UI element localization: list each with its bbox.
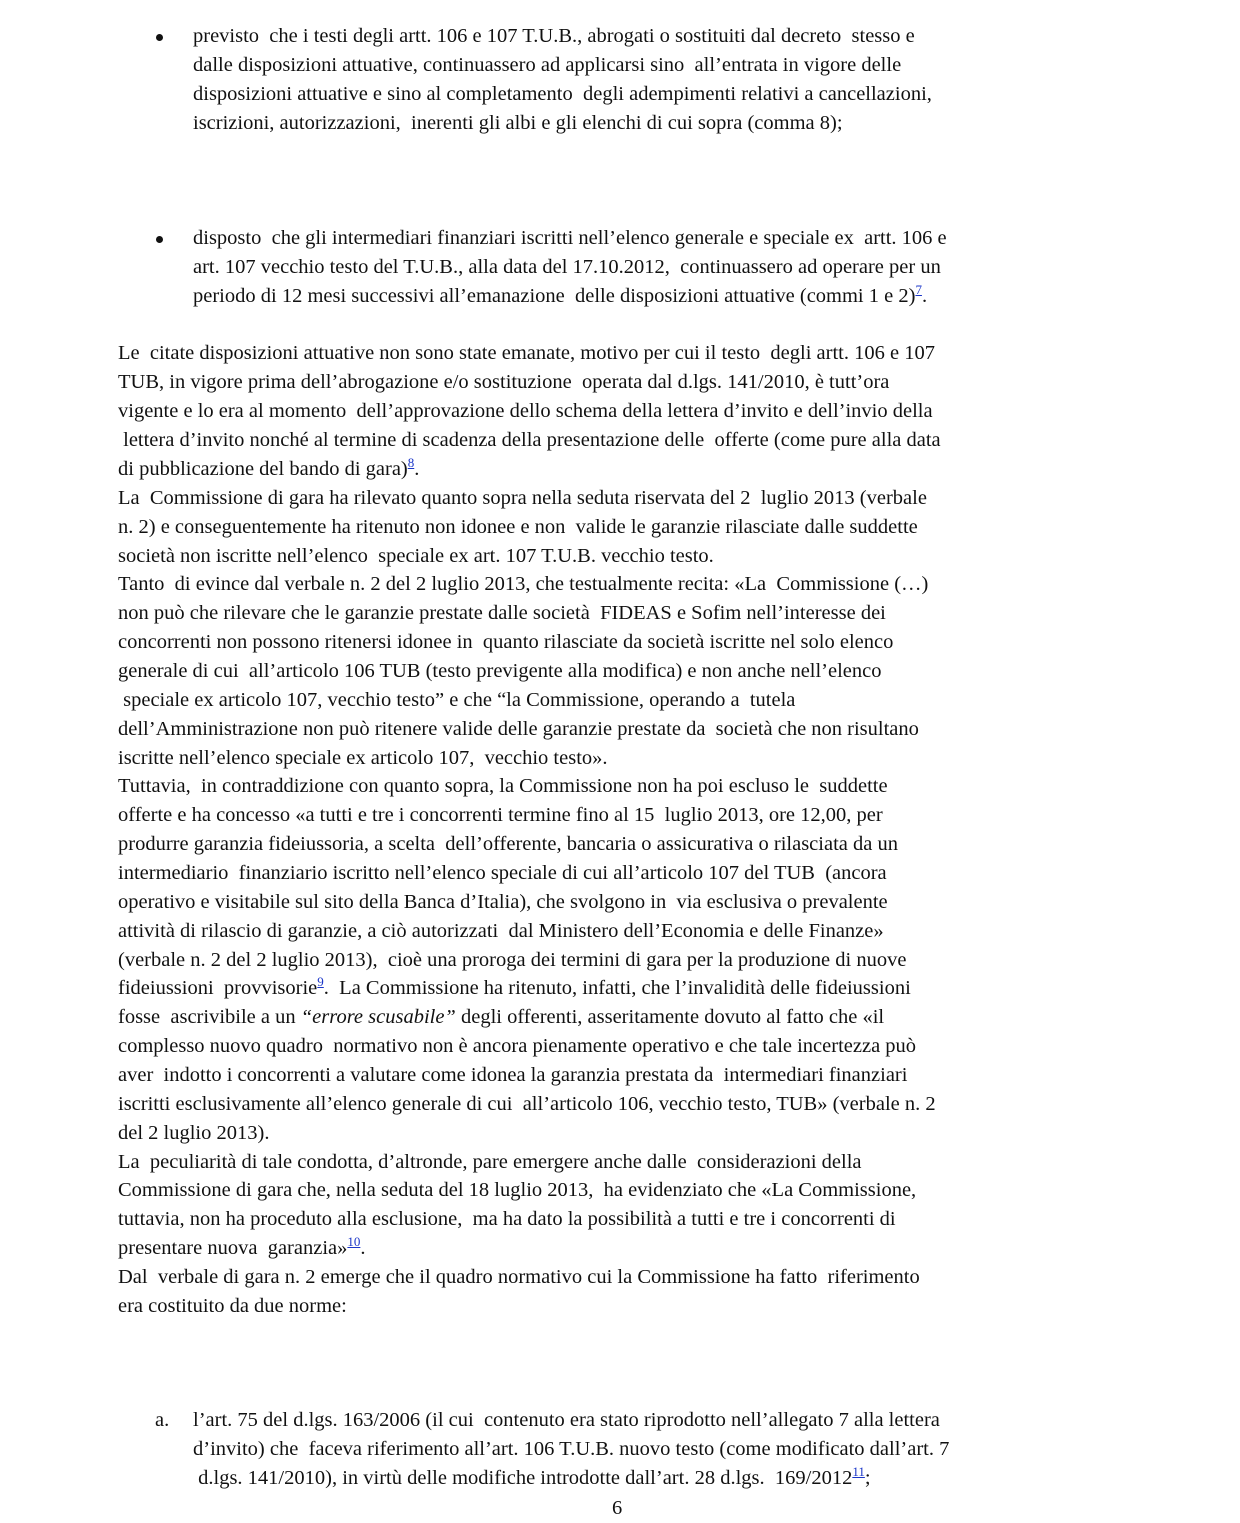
body-line-32-text: presentare nuova garanzia»: [118, 1237, 348, 1259]
body-line-1: Le citate disposizioni attuative non sono state emanate, motivo per cui il testo degli artt. 106 e 107: [118, 342, 935, 364]
body-line-8: società non iscritte nell’elenco speciale ex art. 107 T.U.B. vecchio testo.: [118, 545, 714, 567]
item-a-line-3-end: ;: [864, 1467, 871, 1489]
body-line-22: (verbale n. 2 del 2 luglio 2013), cioè una proroga dei termini di gara per la produzione di nuove: [118, 949, 907, 971]
bullet-2-line-3-end: .: [921, 285, 928, 307]
body-line-20: operativo e visitabile sul sito della Banca d’Italia), che svolgono in via esclusiva o prevalente: [118, 891, 888, 913]
body-line-31: tuttavia, non ha proceduto alla esclusione, ma ha dato la possibilità a tutti e tre i concorrenti di: [118, 1208, 896, 1230]
bullet-marker: [156, 236, 163, 243]
body-line-16: Tuttavia, in contraddizione con quanto sopra, la Commissione non ha poi escluso le suddette: [118, 775, 888, 797]
body-line-13: speciale ex articolo 107, vecchio testo” e che “la Commissione, operando a tutela: [118, 689, 796, 711]
body-line-18: produrre garanzia fideiussoria, a scelta dell’offerente, bancaria o assicurativa o rilasciata da un: [118, 833, 898, 855]
footnote-link-7[interactable]: 7: [915, 282, 922, 297]
body-line-5-text: di pubblicazione del bando di gara): [118, 458, 408, 480]
bullet-2-line-3: [193, 282, 927, 311]
body-line-26: aver indotto i concorrenti a valutare come idonea la garanzia prestata da intermediari finanziari: [118, 1064, 908, 1086]
bullet-1-line-1: previsto che i testi degli artt. 106 e 107 T.U.B., abrogati o sostituiti dal decreto stesso e: [193, 25, 915, 47]
item-a-line-2: d’invito) che faceva riferimento all’art. 106 T.U.B. nuovo testo (come modificato dall’art. 7: [193, 1438, 950, 1460]
body-line-24: [118, 1003, 884, 1032]
bullet-1-line-3: disposizioni attuative e sino al completamento degli adempimenti relativi a cancellazioni,: [193, 83, 932, 105]
body-line-14: dell’Amministrazione non può ritenere valide delle garanzie prestate da società che non risultano: [118, 718, 919, 740]
body-line-11: concorrenti non possono ritenersi idonee in quanto rilasciate da società iscritte nel solo elenco: [118, 631, 894, 653]
body-line-12: generale di cui all’articolo 106 TUB (testo previgente alla modifica) e non anche nell’elenco: [118, 660, 882, 682]
body-line-34: era costituito da due norme:: [118, 1295, 347, 1317]
body-line-23: [118, 974, 911, 1003]
footnote-link-11[interactable]: 11: [852, 1464, 865, 1479]
item-a-line-3-text: d.lgs. 141/2010), in virtù delle modifiche introdotte dall’art. 28 d.lgs. 169/2012: [193, 1467, 853, 1489]
body-line-19: intermediario finanziario iscritto nell’elenco speciale di cui all’articolo 107 del TUB (ancora: [118, 862, 887, 884]
footnote-link-9[interactable]: 9: [317, 974, 324, 989]
body-line-5: [118, 455, 419, 484]
body-line-25: complesso nuovo quadro normativo non è ancora pienamente operativo e che tale incertezza può: [118, 1035, 917, 1057]
body-line-23-before: fideiussioni provvisorie: [118, 977, 318, 999]
footnote-link-8[interactable]: 8: [407, 455, 415, 470]
body-line-21: attività di rilascio di garanzie, a ciò autorizzati dal Ministero dell’Economia e delle Finanze»: [118, 920, 884, 942]
body-line-5-end: .: [414, 458, 420, 480]
body-line-17: offerte e ha concesso «a tutti e tre i concorrenti termine fino al 15 luglio 2013, ore 12,00, per: [118, 804, 883, 826]
body-line-24-italic: “errore scusabile”: [300, 1006, 456, 1028]
bullet-2-line-1: disposto che gli intermediari finanziari iscritti nell’elenco generale e speciale ex artt. 106 e: [193, 227, 947, 249]
page-number: 6: [612, 1497, 623, 1519]
body-line-28: del 2 luglio 2013).: [118, 1122, 270, 1144]
item-a-line-3: [193, 1464, 871, 1493]
body-line-24-before: fosse ascrivibile a un: [118, 1006, 301, 1028]
body-line-10: non può che rilevare che le garanzie prestate dalle società FIDEAS e Sofim nell’interesse dei: [118, 602, 886, 624]
bullet-1-line-4: iscrizioni, autorizzazioni, inerenti gli albi e gli elenchi di cui sopra (comma 8);: [193, 112, 843, 134]
body-line-7: n. 2) e conseguentemente ha ritenuto non idonee e non valide le garanzie rilasciate dalle suddette: [118, 516, 918, 538]
body-line-4: lettera d’invito nonché al termine di scadenza della presentazione delle offerte (come pure alla data: [118, 429, 941, 451]
body-line-24-after: degli offerenti, asseritamente dovuto al fatto che «il: [455, 1006, 885, 1028]
bullet-2-line-2: art. 107 vecchio testo del T.U.B., alla data del 17.10.2012, continuassero ad operare per un: [193, 256, 941, 278]
body-line-3: vigente e lo era al momento dell’approvazione dello schema della lettera d’invito e dell’invio della: [118, 400, 933, 422]
body-line-6: La Commissione di gara ha rilevato quanto sopra nella seduta riservata del 2 luglio 2013 (verbale: [118, 487, 927, 509]
body-line-30: Commissione di gara che, nella seduta del 18 luglio 2013, ha evidenziato che «La Commissione,: [118, 1179, 917, 1201]
footnote-link-10[interactable]: 10: [347, 1234, 361, 1249]
body-line-9: Tanto di evince dal verbale n. 2 del 2 luglio 2013, che testualmente recita: «La Commissione (…): [118, 573, 929, 595]
bullet-marker: [156, 34, 163, 41]
bullet-2-line-3-text: periodo di 12 mesi successivi all’emanazione delle disposizioni attuative (commi 1 e 2): [193, 285, 916, 307]
body-line-23-after: . La Commissione ha ritenuto, infatti, che l’invalidità delle fideiussioni: [323, 977, 911, 999]
body-line-33: Dal verbale di gara n. 2 emerge che il quadro normativo cui la Commissione ha fatto riferimento: [118, 1266, 920, 1288]
body-line-29: La peculiarità di tale condotta, d’altronde, pare emergere anche dalle considerazioni della: [118, 1151, 862, 1173]
bullet-1-line-2: dalle disposizioni attuative, continuassero ad applicarsi sino all’entrata in vigore delle: [193, 54, 902, 76]
body-line-27: iscritti esclusivamente all’elenco generale di cui all’articolo 106, vecchio testo, TUB» (verbale n. 2: [118, 1093, 936, 1115]
body-line-15: iscritte nell’elenco speciale ex articolo 107, vecchio testo».: [118, 747, 608, 769]
body-line-32: [118, 1234, 366, 1263]
list-marker-a: a.: [155, 1409, 170, 1431]
body-line-32-end: .: [360, 1237, 366, 1259]
body-line-2: TUB, in vigore prima dell’abrogazione e/o sostituzione operata dal d.lgs. 141/2010, è tutt’ora: [118, 371, 890, 393]
item-a-line-1: l’art. 75 del d.lgs. 163/2006 (il cui contenuto era stato riprodotto nell’allegato 7 alla lettera: [193, 1409, 940, 1431]
